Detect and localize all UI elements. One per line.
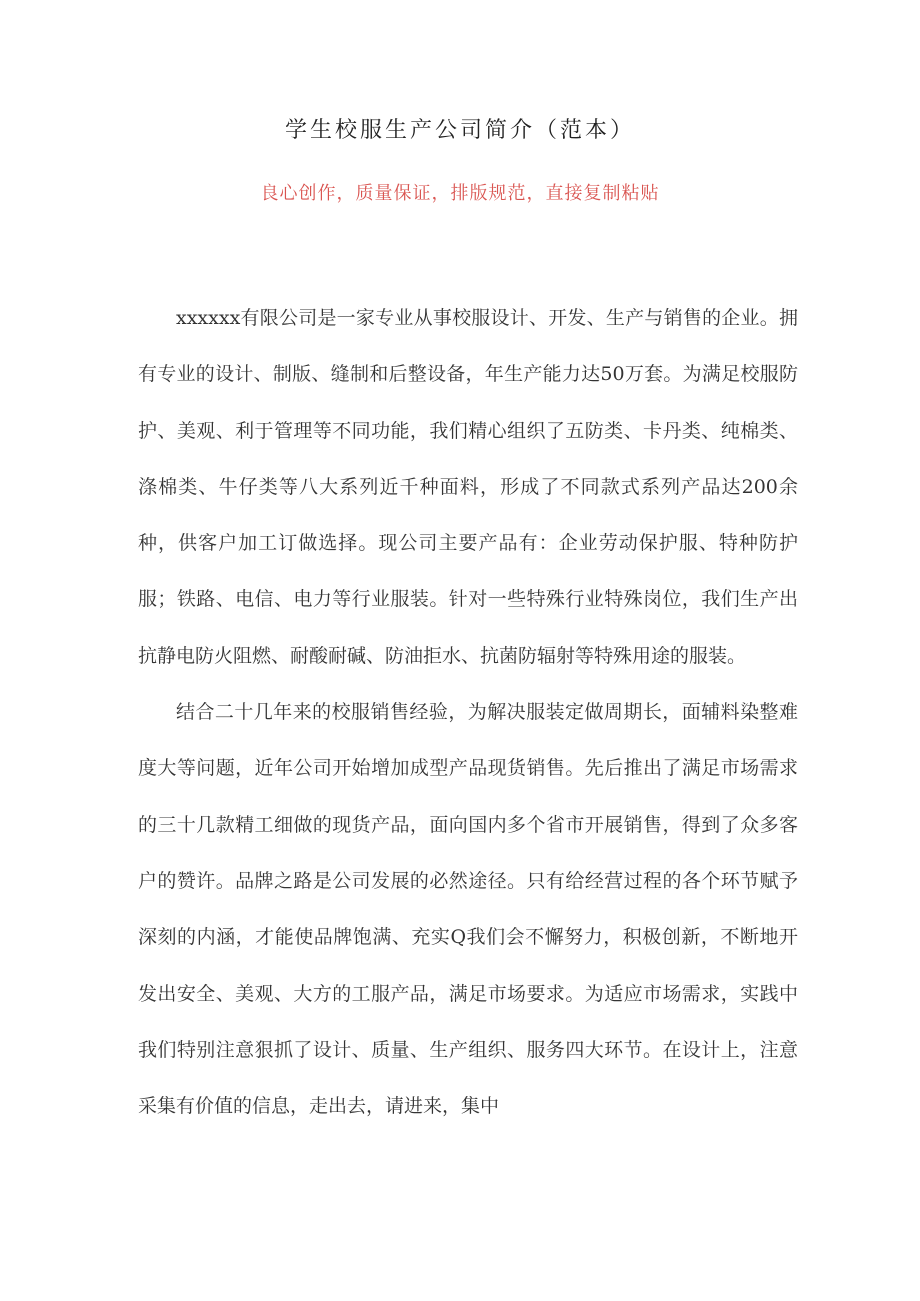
paragraph-2: 结合二十几年来的校服销售经验，为解决服装定做周期长，面辅料染整难度大等问题，近年公司开始增加成型产品现货销售。先后推出了满足市场需求的三十几款精工细做的现货产品，面向国内多个省市开展销售，得到了众多客户的赞许。品牌之路是公司发展的必然途径。只有给经营过程的各个环节赋予深刻的内涵，才能使品牌饱满、充实Q我们会不懈努力，积极创新，不断地开发出安全、美观、大方的工服产品，满足市场要求。为适应市场需求，实践中我们特别注意狠抓了设计、质量、生产组织、服务四大环节。在设计上，注意采集有价值的信息，走出去，请进来，集中 [138, 701, 798, 1118]
paragraph-1: xxxxxx有限公司是一家专业从事校服设计、开发、生产与销售的企业。拥有专业的设计、制版、缝制和后整设备，年生产能力达50万套。为满足校服防护、美观、利于管理等不同功能，我们精心组织了五防类、卡丹类、纯棉类、涤棉类、牛仔类等八大系列近千种面料，形成了不同款式系列产品达200余种，供客户加工订做选择。现公司主要产品有：企业劳动保护服、特种防护服；铁路、电信、电力等行业服装。针对一些特殊行业特殊岗位，我们生产出抗静电防火阻燃、耐酸耐碱、防油拒水、抗菌防辐射等特殊用途的服装。 [138, 307, 798, 667]
document-body [138, 290, 798, 1134]
document-subtitle: 良心创作，质量保证，排版规范，直接复制粘贴 [260, 183, 660, 204]
document-title: 学生校服生产公司简介（范本） [284, 118, 635, 143]
